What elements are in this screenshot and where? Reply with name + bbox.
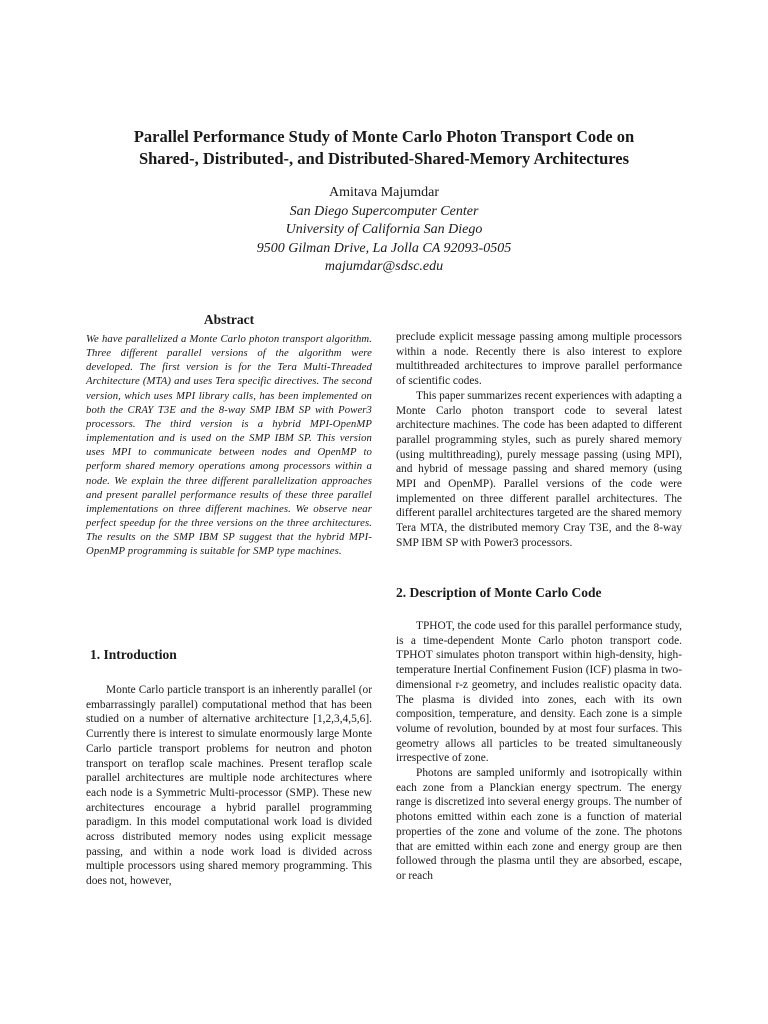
author-block bbox=[84, 184, 684, 277]
title-line-1: Parallel Performance Study of Monte Carlo Photon Transport Code on bbox=[133, 127, 635, 146]
introduction-paragraph-1: Monte Carlo particle transport is an inherently parallel (or embarrassingly parallel) computational method that has been studied on a number of alternative architecture [1,2,3,4,5,6]. Currently there is interest to simulate enormously large Monte Carlo particle transport problems for neutron and photon transport on teraflop scale machines. Present teraflop scale parallel architectures are multiple node architectures where each node is a Symmetric Multi-processor (SMP). These new architectures encourage a hybrid parallel programming paradigm. In this model computational work load is divided across distributed memory nodes using explicit message passing, and within a node work load is divided across multiple processors using shared memory programming. This does not, however, bbox=[86, 684, 372, 888]
section-heading-introduction: 1. Introduction bbox=[90, 647, 177, 662]
introduction-paragraph-2: This paper summarizes recent experiences with adapting a Monte Carlo photon transport code to several latest architecture machines. The code has been adapted to different parallel programming styles, such as purely shared memory (using multithreading), purely message passing (using MPI), and hybrid of message passing and shared memory (using MPI and OpenMP). Parallel versions of the code were implemented on three different parallel architectures. The different parallel architectures targeted are the shared memory Tera MTA, the distributed memory Cray T3E, and the 8-way SMP IBM SP with Power3 processors. bbox=[396, 389, 682, 549]
description-paragraph-2: Photons are sampled uniformly and isotropically within each zone from a Planckian energy spectrum. The energy range is discretized into several energy groups. The number of photons emitted within each zone is a function of material properties of the zone and volume of the zone. The photons that are emitted within each zone and energy group are then followed through the plasma until they are absorbed, escape, or reach bbox=[396, 767, 682, 882]
description-paragraph-1: TPHOT, the code used for this parallel performance study, is a time-dependent Monte Carlo photon transport code. TPHOT simulates photon transport within high-density, high-temperature Inertial Confinement Fusion (ICF) plasma in two-dimensional r-z geometry, and includes realistic opacity data. The plasma is divided into zones, each with its own composition, temperature, and density. Each zone is a simple volume of revolution, bounded by at most four surfaces. This geometry allows all particles to be treated simultaneously irrespective of zone. bbox=[396, 620, 683, 765]
introduction-body bbox=[86, 683, 372, 889]
introduction-continued bbox=[396, 330, 682, 551]
section-heading-description: 2. Description of Monte Carlo Code bbox=[396, 585, 602, 600]
author-name: Amitava Majumdar bbox=[328, 185, 440, 200]
abstract-paragraph: We have parallelized a Monte Carlo photon transport algorithm. Three different parallel versions of the algorithm were developed. The first version is for the Tera Multi-Threaded Architecture (MTA) and uses Tera specific directives. The second version, which uses MPI library calls, has been implemented on both the CRAY T3E and the 8-way SMP IBM SP with Power3 processors. The third version is a hybrid MPI-OpenMP implementation and is used on the SMP IBM SP. This version uses MPI to communicate between nodes and OpenMP to perform shared memory operations among processors within a node. We explain the three different parallelization approaches and present parallel performance results of these three parallel implementations on three different machines. We observe near perfect speedup for the three versions on the three architectures. The results on the SMP IBM SP suggest that the hybrid MPI-OpenMP programming is suitable for SMP type machines. bbox=[86, 333, 372, 558]
author-email: majumdar@sdsc.edu bbox=[324, 259, 444, 275]
paper-title bbox=[60, 126, 708, 170]
author-affiliation-2: University of California San Diego bbox=[285, 222, 483, 238]
description-body bbox=[396, 619, 682, 884]
author-address: 9500 Gilman Drive, La Jolla CA 92093-0505 bbox=[256, 240, 512, 256]
introduction-paragraph-continued: preclude explicit message passing among multiple processors within a node. Recently there is also interest to explore multithreaded architectures to improve parallel performance of scientific codes. bbox=[396, 331, 682, 388]
title-line-2: Shared-, Distributed-, and Distributed-Shared-Memory Architectures bbox=[138, 149, 630, 168]
abstract-heading: Abstract bbox=[203, 312, 255, 327]
abstract-text bbox=[86, 332, 372, 559]
author-affiliation-1: San Diego Supercomputer Center bbox=[289, 203, 479, 219]
